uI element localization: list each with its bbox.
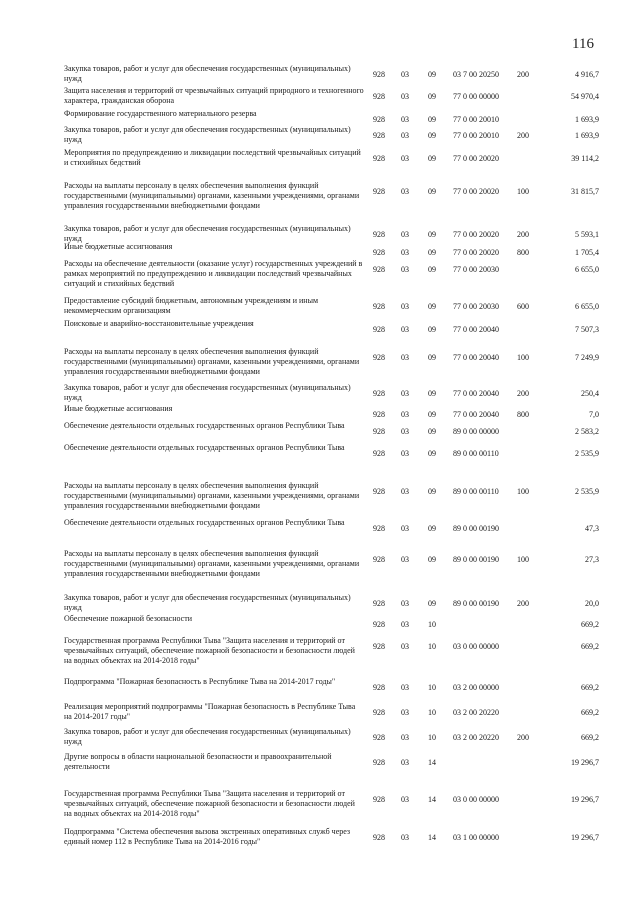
code-target-article: 03 2 00 00000 xyxy=(453,683,499,692)
code-subsection: 14 xyxy=(428,795,436,804)
code-subsection: 09 xyxy=(428,353,436,362)
amount-value: 20,0 xyxy=(585,599,599,608)
code-subsection: 10 xyxy=(428,733,436,742)
code-ministry: 928 xyxy=(373,131,385,140)
row-name: Иные бюджетные ассигнования xyxy=(64,404,173,413)
row-name: Государственная программа Республики Тыва "Защита населения и территорий от чрезвычайных ситуаций, обеспечение пожарной безопасности и безопасности людей на водных объектах на 2014-2018 годы" xyxy=(64,636,355,665)
code-section: 03 xyxy=(401,733,409,742)
amount-value: 4 916,7 xyxy=(575,70,599,79)
code-subsection: 09 xyxy=(428,427,436,436)
code-target-article: 89 0 00 00000 xyxy=(453,427,499,436)
code-ministry: 928 xyxy=(373,620,385,629)
amount-value: 669,2 xyxy=(581,733,599,742)
code-section: 03 xyxy=(401,115,409,124)
code-target-article: 03 1 00 00000 xyxy=(453,833,499,842)
code-ministry: 928 xyxy=(373,833,385,842)
code-section: 03 xyxy=(401,487,409,496)
code-ministry: 928 xyxy=(373,353,385,362)
code-target-article: 89 0 00 00190 xyxy=(453,555,499,564)
amount-value: 2 583,2 xyxy=(575,427,599,436)
amount-value: 2 535,9 xyxy=(575,449,599,458)
code-subsection: 09 xyxy=(428,154,436,163)
amount-value: 669,2 xyxy=(581,642,599,651)
amount-value: 31 815,7 xyxy=(571,187,599,196)
code-target-article: 89 0 00 00190 xyxy=(453,524,499,533)
row-name: Подпрограмма "Система обеспечения вызова экстренных оперативных служб через единый номер 112 в Республике Тыва на 2014-2016 годы" xyxy=(64,827,351,846)
code-ministry: 928 xyxy=(373,708,385,717)
code-ministry: 928 xyxy=(373,115,385,124)
code-subsection: 09 xyxy=(428,325,436,334)
code-ministry: 928 xyxy=(373,410,385,419)
code-section: 03 xyxy=(401,683,409,692)
code-target-article: 77 0 00 20040 xyxy=(453,389,499,398)
code-subsection: 10 xyxy=(428,708,436,717)
row-name: Обеспечение деятельности отдельных государственных органов Республики Тыва xyxy=(64,443,345,452)
row-name: Расходы на выплаты персоналу в целях обеспечения выполнения функций государственными (муниципальными) органами, казенными учреждениями, органами управления государственными внебюджетными фондами xyxy=(64,181,360,210)
code-expense-type: 800 xyxy=(517,248,529,257)
row-name: Подпрограмма "Пожарная безопасность в Республике Тыва на 2014-2017 годы" xyxy=(64,677,336,686)
code-ministry: 928 xyxy=(373,248,385,257)
code-subsection: 09 xyxy=(428,115,436,124)
row-name: Реализация мероприятий подпрограммы "Пожарная безопасность в Республике Тыва на 2014-2017 годы" xyxy=(64,702,356,721)
code-subsection: 09 xyxy=(428,389,436,398)
code-expense-type: 100 xyxy=(517,555,529,564)
code-section: 03 xyxy=(401,92,409,101)
amount-value: 39 114,2 xyxy=(571,154,599,163)
code-section: 03 xyxy=(401,131,409,140)
amount-value: 669,2 xyxy=(581,708,599,717)
amount-value: 5 593,1 xyxy=(575,230,599,239)
code-expense-type: 100 xyxy=(517,353,529,362)
row-name: Закупка товаров, работ и услуг для обеспечения государственных (муниципальных) нужд xyxy=(64,593,351,612)
row-name: Расходы на выплаты персоналу в целях обеспечения выполнения функций государственными (муниципальными) органами, казенными учреждениями, органами управления государственными внебюджетными фондами xyxy=(64,481,360,510)
code-expense-type: 800 xyxy=(517,410,529,419)
code-section: 03 xyxy=(401,248,409,257)
code-subsection: 09 xyxy=(428,265,436,274)
code-section: 03 xyxy=(401,325,409,334)
row-name: Обеспечение деятельности отдельных государственных органов Республики Тыва xyxy=(64,421,345,430)
code-subsection: 09 xyxy=(428,302,436,311)
code-section: 03 xyxy=(401,642,409,651)
code-subsection: 10 xyxy=(428,642,436,651)
row-name: Поисковые и аварийно-восстановительные учреждения xyxy=(64,319,254,328)
code-ministry: 928 xyxy=(373,599,385,608)
code-section: 03 xyxy=(401,795,409,804)
row-name: Расходы на выплаты персоналу в целях обеспечения выполнения функций государственными (муниципальными) органами, казенными учреждениями, органами управления государственными внебюджетными фондами xyxy=(64,347,360,376)
code-section: 03 xyxy=(401,427,409,436)
code-expense-type: 200 xyxy=(517,733,529,742)
code-ministry: 928 xyxy=(373,758,385,767)
code-subsection: 09 xyxy=(428,410,436,419)
amount-value: 47,3 xyxy=(585,524,599,533)
code-subsection: 09 xyxy=(428,92,436,101)
code-expense-type: 200 xyxy=(517,599,529,608)
code-expense-type: 100 xyxy=(517,187,529,196)
code-ministry: 928 xyxy=(373,642,385,651)
amount-value: 19 296,7 xyxy=(571,833,599,842)
code-target-article: 77 0 00 00000 xyxy=(453,92,499,101)
code-ministry: 928 xyxy=(373,302,385,311)
amount-value: 2 535,9 xyxy=(575,487,599,496)
amount-value: 1 705,4 xyxy=(575,248,599,257)
code-section: 03 xyxy=(401,758,409,767)
code-ministry: 928 xyxy=(373,265,385,274)
code-ministry: 928 xyxy=(373,325,385,334)
code-expense-type: 200 xyxy=(517,230,529,239)
code-subsection: 09 xyxy=(428,230,436,239)
code-target-article: 77 0 00 20040 xyxy=(453,353,499,362)
amount-value: 7 249,9 xyxy=(575,353,599,362)
code-target-article: 77 0 00 20010 xyxy=(453,131,499,140)
code-subsection: 09 xyxy=(428,70,436,79)
code-expense-type: 200 xyxy=(517,70,529,79)
code-target-article: 77 0 00 20020 xyxy=(453,187,499,196)
code-subsection: 09 xyxy=(428,449,436,458)
code-expense-type: 200 xyxy=(517,131,529,140)
code-target-article: 89 0 00 00190 xyxy=(453,599,499,608)
amount-value: 7 507,3 xyxy=(575,325,599,334)
code-section: 03 xyxy=(401,708,409,717)
code-subsection: 09 xyxy=(428,187,436,196)
code-section: 03 xyxy=(401,599,409,608)
code-ministry: 928 xyxy=(373,524,385,533)
code-target-article: 77 0 00 20020 xyxy=(453,248,499,257)
code-target-article: 89 0 00 00110 xyxy=(453,487,499,496)
code-target-article: 03 2 00 20220 xyxy=(453,733,499,742)
code-subsection: 09 xyxy=(428,599,436,608)
row-name: Мероприятия по предупреждению и ликвидации последствий чрезвычайных ситуаций и стихийных бедствий xyxy=(64,148,361,167)
code-subsection: 10 xyxy=(428,620,436,629)
amount-value: 19 296,7 xyxy=(571,795,599,804)
code-ministry: 928 xyxy=(373,555,385,564)
code-subsection: 14 xyxy=(428,833,436,842)
code-ministry: 928 xyxy=(373,230,385,239)
amount-value: 1 693,9 xyxy=(575,115,599,124)
row-name: Предоставление субсидий бюджетным, автономным учреждениям и иным некоммерческим организациям xyxy=(64,296,319,315)
code-subsection: 09 xyxy=(428,487,436,496)
code-subsection: 09 xyxy=(428,248,436,257)
amount-value: 54 970,4 xyxy=(571,92,599,101)
amount-value: 669,2 xyxy=(581,620,599,629)
amount-value: 6 655,0 xyxy=(575,265,599,274)
code-section: 03 xyxy=(401,302,409,311)
code-target-article: 77 0 00 20030 xyxy=(453,265,499,274)
row-name: Закупка товаров, работ и услуг для обеспечения государственных (муниципальных) нужд xyxy=(64,224,351,243)
row-name: Другие вопросы в области национальной безопасности и правоохранительной деятельности xyxy=(64,752,332,771)
code-ministry: 928 xyxy=(373,449,385,458)
code-target-article: 77 0 00 20040 xyxy=(453,410,499,419)
code-ministry: 928 xyxy=(373,389,385,398)
code-ministry: 928 xyxy=(373,92,385,101)
code-section: 03 xyxy=(401,230,409,239)
code-subsection: 14 xyxy=(428,758,436,767)
row-name: Закупка товаров, работ и услуг для обеспечения государственных (муниципальных) нужд xyxy=(64,64,351,83)
code-expense-type: 600 xyxy=(517,302,529,311)
row-name: Расходы на обеспечение деятельности (оказание услуг) государственных учреждений в рамках мероприятий по предупреждению и ликвидации последствий чрезвычайных ситуаций и стихийных бедствий xyxy=(64,259,363,288)
code-target-article: 03 7 00 20250 xyxy=(453,70,499,79)
row-name: Государственная программа Республики Тыва "Защита населения и территорий от чрезвычайных ситуаций, обеспечение пожарной безопасности и безопасности людей на водных объектах на 2014-2018 годы" xyxy=(64,789,355,818)
code-subsection: 09 xyxy=(428,524,436,533)
code-section: 03 xyxy=(401,353,409,362)
code-ministry: 928 xyxy=(373,795,385,804)
code-target-article: 77 0 00 20030 xyxy=(453,302,499,311)
code-section: 03 xyxy=(401,410,409,419)
code-ministry: 928 xyxy=(373,154,385,163)
row-name: Обеспечение деятельности отдельных государственных органов Республики Тыва xyxy=(64,518,345,527)
code-section: 03 xyxy=(401,70,409,79)
code-target-article: 03 0 00 00000 xyxy=(453,642,499,651)
code-section: 03 xyxy=(401,449,409,458)
code-ministry: 928 xyxy=(373,683,385,692)
code-section: 03 xyxy=(401,524,409,533)
row-name: Обеспечение пожарной безопасности xyxy=(64,614,193,623)
amount-value: 1 693,9 xyxy=(575,131,599,140)
amount-value: 669,2 xyxy=(581,683,599,692)
row-name: Закупка товаров, работ и услуг для обеспечения государственных (муниципальных) нужд xyxy=(64,727,351,746)
code-subsection: 09 xyxy=(428,131,436,140)
code-ministry: 928 xyxy=(373,427,385,436)
code-expense-type: 100 xyxy=(517,487,529,496)
code-ministry: 928 xyxy=(373,187,385,196)
row-name: Защита населения и территорий от чрезвычайных ситуаций природного и техногенного характера, гражданская оборона xyxy=(64,86,364,105)
code-target-article: 89 0 00 00110 xyxy=(453,449,499,458)
code-target-article: 03 0 00 00000 xyxy=(453,795,499,804)
code-section: 03 xyxy=(401,389,409,398)
amount-value: 7,0 xyxy=(589,410,599,419)
amount-value: 6 655,0 xyxy=(575,302,599,311)
code-target-article: 03 2 00 20220 xyxy=(453,708,499,717)
code-subsection: 09 xyxy=(428,555,436,564)
code-section: 03 xyxy=(401,555,409,564)
code-section: 03 xyxy=(401,154,409,163)
row-name: Закупка товаров, работ и услуг для обеспечения государственных (муниципальных) нужд xyxy=(64,383,351,402)
code-target-article: 77 0 00 20020 xyxy=(453,230,499,239)
page-number: 116 xyxy=(572,36,594,52)
row-name: Расходы на выплаты персоналу в целях обеспечения выполнения функций государственными (муниципальными) органами, казенными учреждениями, органами управления государственными внебюджетными фондами xyxy=(64,549,360,578)
code-section: 03 xyxy=(401,265,409,274)
code-ministry: 928 xyxy=(373,733,385,742)
row-name: Формирование государственного материального резерва xyxy=(64,109,257,118)
code-target-article: 77 0 00 20040 xyxy=(453,325,499,334)
amount-value: 19 296,7 xyxy=(571,758,599,767)
code-section: 03 xyxy=(401,833,409,842)
code-expense-type: 200 xyxy=(517,389,529,398)
code-target-article: 77 0 00 20010 xyxy=(453,115,499,124)
code-ministry: 928 xyxy=(373,487,385,496)
code-target-article: 77 0 00 20020 xyxy=(453,154,499,163)
amount-value: 27,3 xyxy=(585,555,599,564)
row-name: Иные бюджетные ассигнования xyxy=(64,242,173,251)
code-ministry: 928 xyxy=(373,70,385,79)
code-section: 03 xyxy=(401,187,409,196)
amount-value: 250,4 xyxy=(581,389,599,398)
code-section: 03 xyxy=(401,620,409,629)
row-name: Закупка товаров, работ и услуг для обеспечения государственных (муниципальных) нужд xyxy=(64,125,351,144)
code-subsection: 10 xyxy=(428,683,436,692)
